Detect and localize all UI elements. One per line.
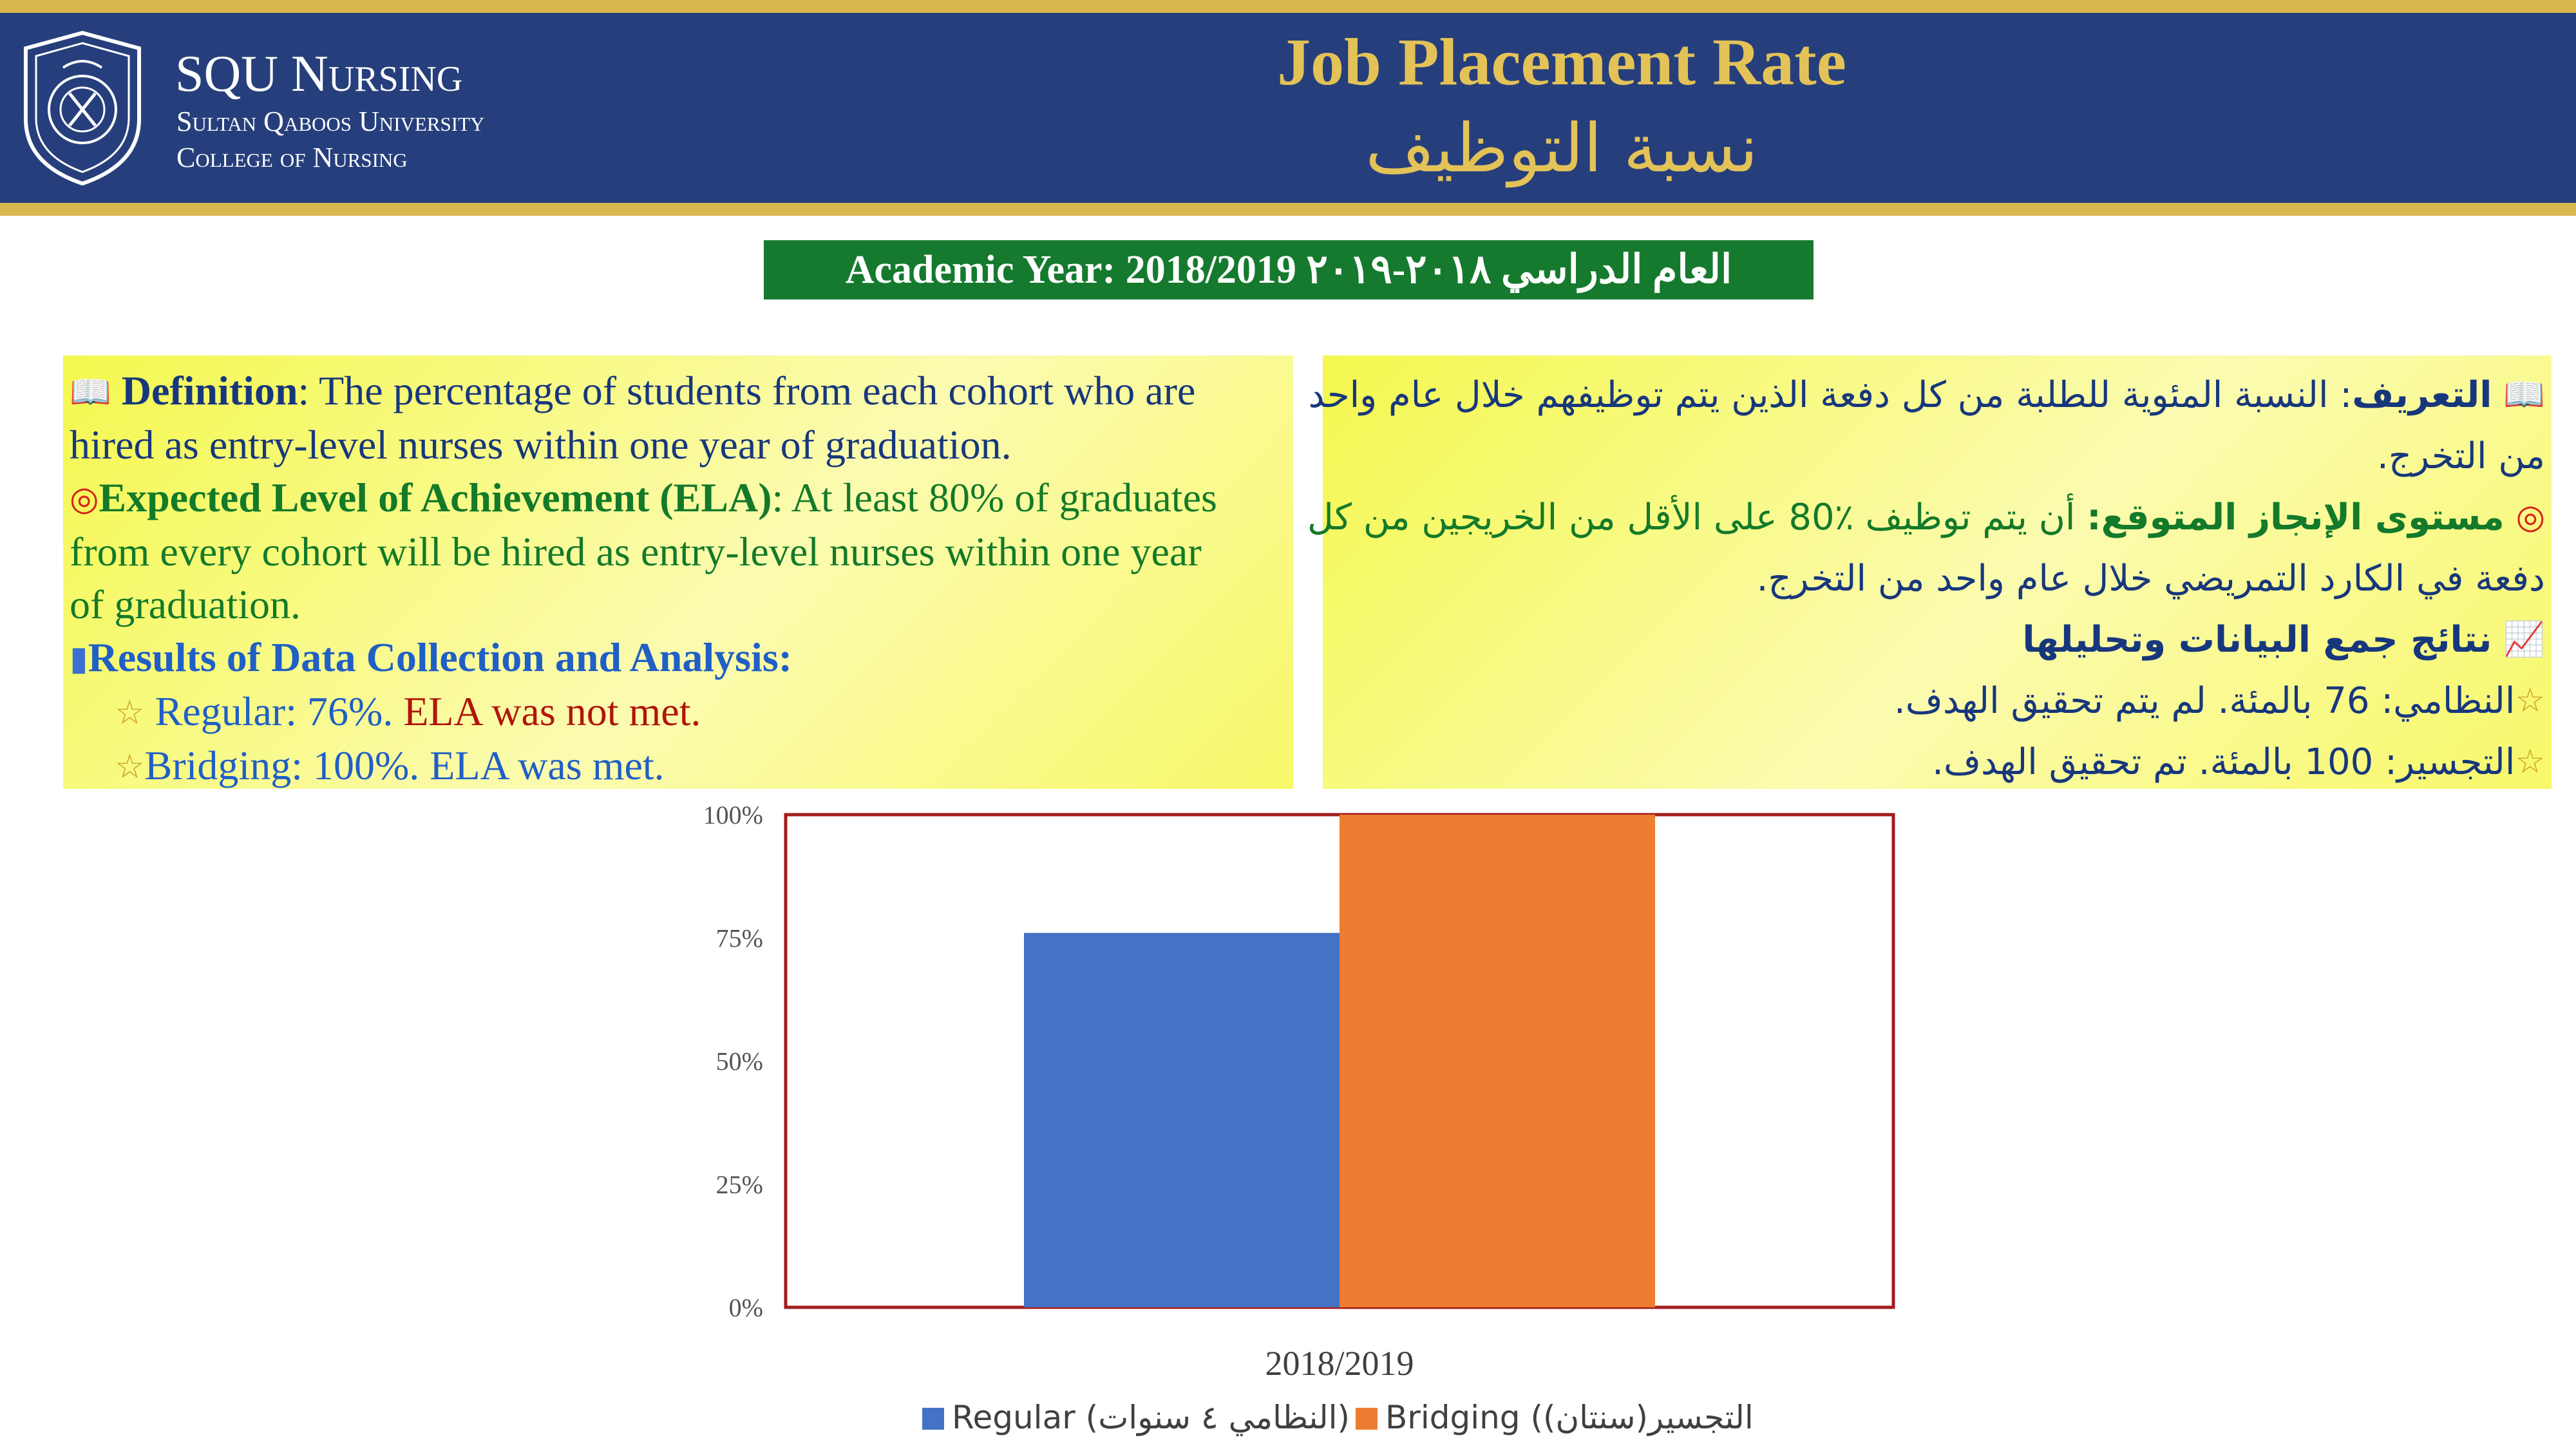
open-book-icon: 📖 <box>70 373 111 412</box>
definition-label: Definition <box>121 368 298 413</box>
y-tick-label: 75% <box>715 923 763 953</box>
ar-regular-result: النظامي: 76 بالمئة. لم يتم تحقيق الهدف. <box>1894 680 2515 722</box>
definition-text-cont: hired as entry-level nurses within one year of graduation. <box>70 422 1012 468</box>
open-book-icon: 📖 <box>2503 375 2545 414</box>
ela-text-cont: from every cohort will be hired as entry-level nurses within one year <box>70 529 1202 574</box>
regular-result: Regular: 76%. <box>155 688 404 734</box>
ar-ela-text-cont: دفعة في الكارد التمريضي خلال عام واحد من التخرج. <box>1756 558 2545 600</box>
ela-text-end: of graduation. <box>70 582 301 627</box>
academic-year-bar: Academic Year: 2018/2019 العام الدراسي ٢٠١٨-٢٠١٩ <box>764 240 1814 299</box>
bridging-result: Bridging: 100%. ELA was met. <box>144 743 665 788</box>
page-title-english: Job Placement Rate <box>1277 25 1846 99</box>
ar-results-label: نتائج جمع البيانات وتحليلها <box>2022 619 2492 661</box>
bar-chart-icon: ▮ <box>70 639 88 678</box>
legend-regular-label: Regular (النظامي ٤ سنوات) <box>952 1399 1350 1436</box>
brand-university: Sultan Qaboos University <box>176 106 485 137</box>
ar-ela-text: أن يتم توظيف ٪80 على الأقل من الخريجين من كل <box>1307 497 2087 538</box>
target-icon: ◎ <box>2515 498 2545 536</box>
results-label: Results of Data Collection and Analysis: <box>88 634 793 680</box>
trend-chart-icon: 📈 <box>2503 620 2545 659</box>
definition-text: : The percentage of students from each cohort who are <box>298 368 1196 413</box>
regular-status: ELA was not met. <box>403 688 701 734</box>
y-tick-label: 0% <box>728 1293 763 1322</box>
y-tick-label: 25% <box>715 1170 763 1199</box>
y-tick-label: 50% <box>715 1046 763 1076</box>
page-title-arabic: نسبة التوظيف <box>1365 109 1758 187</box>
bar-regular <box>1024 933 1340 1307</box>
target-icon: ◎ <box>70 480 99 518</box>
ela-text: : At least 80% of graduates <box>772 475 1217 520</box>
star-icon: ☆ <box>2515 743 2545 781</box>
brand-name: SQU Nursing <box>175 46 463 102</box>
star-icon: ☆ <box>115 694 145 732</box>
ela-label: Expected Level of Achievement (ELA) <box>99 475 772 520</box>
legend-bridging-label: Bridging (التجسير(سنتان) <box>1385 1399 1754 1436</box>
ar-bridging-result: التجسير: 100 بالمئة. تم تحقيق الهدف. <box>1932 741 2515 783</box>
y-tick-label: 100% <box>703 800 763 829</box>
legend-regular-swatch <box>922 1408 944 1430</box>
star-icon: ☆ <box>115 748 145 786</box>
bar-bridging <box>1340 815 1655 1307</box>
star-icon: ☆ <box>2515 681 2545 720</box>
ar-definition-text-cont: من التخرج. <box>2377 435 2545 477</box>
ar-ela-label: مستوى الإنجاز المتوقع: <box>2087 497 2505 538</box>
brand-college: College of Nursing <box>176 142 408 173</box>
ar-definition-label: التعريف <box>2352 374 2492 416</box>
x-category-label: 2018/2019 <box>1265 1344 1414 1383</box>
legend-bridging-swatch <box>1356 1408 1378 1430</box>
ar-definition-text: : النسبة المئوية للطلبة من كل دفعة الذين يتم توظيفهم خلال عام واحد <box>1308 374 2353 416</box>
